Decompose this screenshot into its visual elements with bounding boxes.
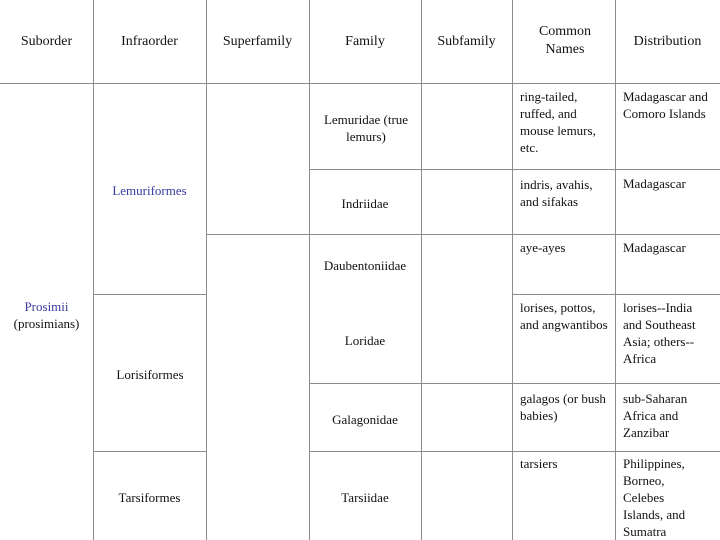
row-divider-info bbox=[512, 294, 720, 295]
suborder-name: Prosimii bbox=[24, 299, 69, 314]
infraorder-lemuriformes: Lemuriformes bbox=[112, 183, 187, 198]
header-suborder: Suborder bbox=[20, 34, 73, 49]
family-tarsiidae: Tarsiidae bbox=[341, 490, 389, 505]
col-divider-2 bbox=[206, 0, 207, 540]
common-name-indriidae: indris, avahis, and sifakas bbox=[520, 177, 593, 209]
row-divider-family bbox=[309, 451, 512, 452]
row-divider-infra bbox=[93, 451, 206, 452]
common-name-daubentoniidae: aye-ayes bbox=[520, 240, 566, 255]
header-divider bbox=[0, 83, 720, 84]
suborder-common: (prosimians) bbox=[13, 316, 80, 331]
family-lemuridae: Lemuridae (true lemurs) bbox=[323, 112, 409, 144]
col-divider-4 bbox=[421, 0, 422, 540]
common-name-tarsiidae: tarsiers bbox=[520, 456, 558, 471]
col-divider-1 bbox=[93, 0, 94, 540]
distribution-tarsiidae: Philippines, Borneo, Celebes Islands, and Sumatra bbox=[623, 456, 686, 539]
header-superfamily: Superfamily bbox=[222, 34, 293, 49]
distribution-lemuridae: Madagascar and Comoro Islands bbox=[623, 89, 708, 121]
family-indriidae: Indriidae bbox=[341, 196, 389, 211]
row-divider-info bbox=[512, 383, 720, 384]
common-name-lemuridae: ring-tailed, ruffed, and mouse lemurs, etc. bbox=[520, 89, 596, 155]
header-common-names: Common Names bbox=[538, 24, 592, 57]
col-divider-6 bbox=[615, 0, 616, 540]
row-divider-family bbox=[206, 234, 512, 235]
common-name-loridae: lorises, pottos, and angwantibos bbox=[520, 300, 608, 332]
header-family: Family bbox=[345, 34, 385, 49]
row-divider-family bbox=[309, 169, 512, 170]
row-divider-family bbox=[309, 383, 512, 384]
distribution-loridae: lorises--India and Southeast Asia; others--Africa bbox=[623, 300, 696, 366]
distribution-daubentoniidae: Madagascar bbox=[623, 240, 686, 255]
row-divider-infra bbox=[93, 294, 206, 295]
common-name-galagonidae: galagos (or bush babies) bbox=[520, 391, 606, 423]
family-galagonidae: Galagonidae bbox=[332, 412, 398, 427]
row-divider-info bbox=[512, 169, 720, 170]
family-loridae: Loridae bbox=[344, 333, 386, 348]
header-distribution: Distribution bbox=[633, 34, 702, 49]
family-daubentoniidae: Daubentoniidae bbox=[323, 258, 407, 273]
distribution-indriidae: Madagascar bbox=[623, 176, 686, 191]
row-divider-info bbox=[512, 451, 720, 452]
col-divider-5 bbox=[512, 0, 513, 540]
infraorder-tarsiformes: Tarsiformes bbox=[118, 490, 181, 505]
header-subfamily: Subfamily bbox=[437, 34, 496, 49]
header-infraorder: Infraorder bbox=[121, 34, 178, 49]
distribution-galagonidae: sub-Saharan Africa and Zanzibar bbox=[623, 391, 688, 440]
infraorder-lorisiformes: Lorisiformes bbox=[116, 367, 184, 382]
row-divider-info bbox=[512, 234, 720, 235]
